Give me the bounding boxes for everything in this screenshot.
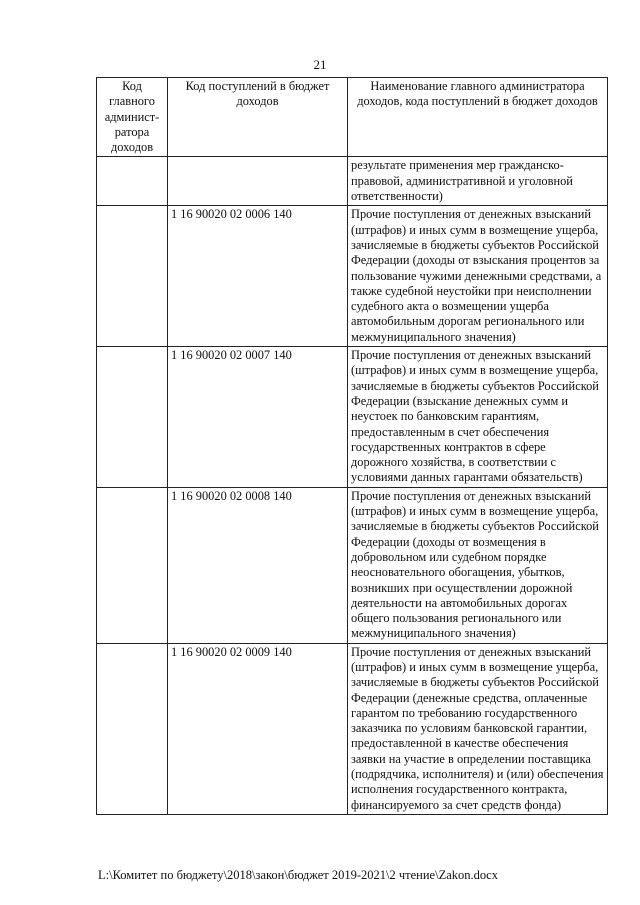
table-header-row: [97, 78, 608, 157]
admin-code-cell: [97, 157, 168, 206]
table-row: [97, 643, 608, 814]
table-row: [97, 347, 608, 488]
revenue-code-cell: 1 16 90020 02 0008 140: [168, 487, 348, 643]
admin-code-cell: [97, 643, 168, 814]
admin-code-cell: [97, 347, 168, 488]
admin-code-cell: [97, 487, 168, 643]
admin-code-cell: [97, 206, 168, 347]
table-row: [97, 157, 608, 206]
description-cell: Прочие поступления от денежных взысканий (штрафов) и иных сумм в возмещение ущерба, зачисляемые в бюджеты субъектов Российской Федерации (доходы от взыскания процентов за пользование чужими денежными средствами, а также судебной неустойки при неисполнении судебного акта о возмещении ущерба автомобильным дорогам регионального или межмуниципального значения): [348, 206, 608, 347]
revenue-code-cell: 1 16 90020 02 0006 140: [168, 206, 348, 347]
page-number: 21: [313, 57, 327, 72]
table-row: [97, 487, 608, 643]
description-cell: Прочие поступления от денежных взысканий (штрафов) и иных сумм в возмещение ущерба, зачисляемые в бюджеты субъектов Российской Федерации (денежные средства, оплаченные гарантом по требованию государственного заказчика по условиям банковской гарантии, предоставленной в качестве обеспечения заявки на участие в определении поставщика (подрядчика, исполнителя) и (или) обеспечения исполнения государственного контракта, финансируемого за счет средств фонда): [348, 643, 608, 814]
revenue-code-cell: [168, 157, 348, 206]
revenue-code-cell: 1 16 90020 02 0009 140: [168, 643, 348, 814]
table-row: [97, 206, 608, 347]
description-cell: Прочие поступления от денежных взысканий (штрафов) и иных сумм в возмещение ущерба, зачисляемые в бюджеты субъектов Российской Федерации (доходы от возмещения в добровольном или судебном порядке неосновательного обогащения, убытков, возникших при осуществлении дорожной деятельности на автомобильных дорогах общего пользования регионального или межмуниципального значения): [348, 487, 608, 643]
header-admin-code: Код главного админист-ратора доходов: [97, 78, 168, 157]
description-cell: результате применения мер гражданско-правовой, административной и уголовной ответственности): [348, 157, 608, 206]
description-cell: Прочие поступления от денежных взысканий (штрафов) и иных сумм в возмещение ущерба, зачисляемые в бюджеты субъектов Российской Федерации (взыскание денежных сумм и неустоек по банковским гарантиям, предоставленным в счет обеспечения государственных контрактов в сфере дорожного хозяйства, в соответствии с условиями данных гарантами обязательств): [348, 347, 608, 488]
revenue-codes-table: [96, 77, 608, 815]
header-description: Наименование главного администратора доходов, кода поступлений в бюджет доходов: [348, 78, 608, 157]
revenue-code-cell: 1 16 90020 02 0007 140: [168, 347, 348, 488]
file-path-footer: L:\Комитет по бюджету\2018\закон\бюджет 2019-2021\2 чтение\Zakon.docx: [98, 868, 498, 882]
header-revenue-code: Код поступлений в бюджет доходов: [168, 78, 348, 157]
